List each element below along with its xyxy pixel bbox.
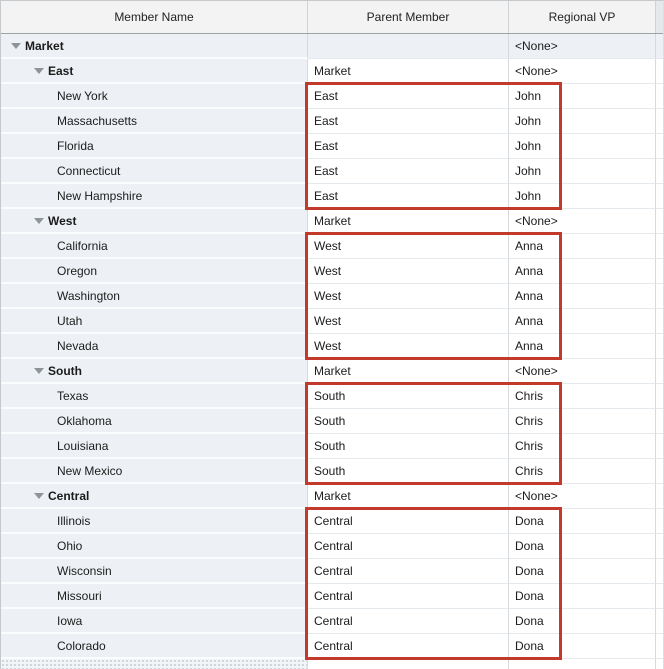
member-name-cell[interactable] <box>1 434 308 459</box>
regional-vp-cell[interactable]: Anna <box>509 284 656 309</box>
parent-member-cell[interactable]: Central <box>308 609 509 634</box>
parent-member-cell[interactable]: East <box>308 134 509 159</box>
member-name-label: Louisiana <box>57 438 109 453</box>
member-name-cell[interactable] <box>1 534 308 559</box>
regional-vp-cell[interactable]: John <box>509 84 656 109</box>
row-filler-cell <box>656 534 663 559</box>
member-name-label: Washington <box>57 288 120 303</box>
collapse-triangle-icon[interactable] <box>34 218 44 224</box>
regional-vp-cell[interactable]: John <box>509 134 656 159</box>
column-header-filler <box>656 1 663 33</box>
row-filler-cell <box>656 334 663 359</box>
table-row[interactable] <box>1 109 663 134</box>
collapse-triangle-icon[interactable] <box>11 43 21 49</box>
table-row[interactable] <box>1 59 663 84</box>
member-name-cell[interactable] <box>1 384 308 409</box>
row-filler-cell <box>656 609 663 634</box>
parent-member-cell[interactable]: West <box>308 309 509 334</box>
row-filler-cell <box>656 309 663 334</box>
member-name-label: East <box>48 63 74 78</box>
regional-vp-cell[interactable]: Anna <box>509 309 656 334</box>
member-name-cell[interactable] <box>1 584 308 609</box>
table-row[interactable] <box>1 209 663 234</box>
member-name-label: New York <box>57 88 108 103</box>
member-name-label: Oregon <box>57 263 98 278</box>
member-name-cell[interactable] <box>1 309 308 334</box>
member-name-label: New Hampshire <box>57 188 143 203</box>
parent-member-cell[interactable]: Market <box>308 59 509 84</box>
member-name-cell[interactable] <box>1 234 308 259</box>
member-name-label: Texas <box>57 388 89 403</box>
row-filler-cell <box>656 234 663 259</box>
regional-vp-cell[interactable]: Dona <box>509 584 656 609</box>
member-name-label: Oklahoma <box>57 413 112 428</box>
table-row[interactable] <box>1 409 663 434</box>
row-filler-cell <box>656 284 663 309</box>
parent-member-cell[interactable]: Market <box>308 209 509 234</box>
member-name-cell[interactable] <box>1 334 308 359</box>
table-row[interactable] <box>1 634 663 659</box>
table-row[interactable] <box>1 259 663 284</box>
table-row[interactable] <box>1 234 663 259</box>
row-filler-cell <box>656 484 663 509</box>
table-row[interactable] <box>1 559 663 584</box>
row-filler-cell <box>656 209 663 234</box>
table-row[interactable] <box>1 134 663 159</box>
member-name-cell[interactable] <box>1 559 308 584</box>
parent-member-cell[interactable]: South <box>308 459 509 484</box>
parent-member-cell[interactable]: Central <box>308 584 509 609</box>
row-filler-cell <box>656 84 663 109</box>
row-filler-cell <box>656 459 663 484</box>
member-name-cell[interactable] <box>1 209 308 234</box>
table-row[interactable] <box>1 334 663 359</box>
regional-vp-cell[interactable]: Dona <box>509 609 656 634</box>
member-name-cell[interactable] <box>1 59 308 84</box>
member-name-label: South <box>48 363 82 378</box>
regional-vp-cell[interactable]: John <box>509 159 656 184</box>
member-name-cell[interactable] <box>1 109 308 134</box>
row-filler-cell <box>656 634 663 659</box>
member-name-cell[interactable] <box>1 34 308 59</box>
row-filler-cell <box>656 559 663 584</box>
member-name-cell[interactable] <box>1 184 308 209</box>
table-row[interactable] <box>1 484 663 509</box>
parent-member-cell[interactable]: East <box>308 84 509 109</box>
row-filler-cell <box>656 159 663 184</box>
parent-member-cell[interactable]: West <box>308 334 509 359</box>
row-filler-cell <box>656 59 663 84</box>
regional-vp-cell[interactable]: Dona <box>509 559 656 584</box>
table-row[interactable] <box>1 34 663 59</box>
table-row[interactable] <box>1 509 663 534</box>
table-row[interactable] <box>1 609 663 634</box>
parent-member-cell[interactable]: East <box>308 159 509 184</box>
parent-member-cell[interactable] <box>308 34 509 59</box>
row-filler-cell <box>656 584 663 609</box>
member-name-label: Central <box>48 488 90 503</box>
member-name-label: Missouri <box>57 588 102 603</box>
row-filler-cell <box>656 359 663 384</box>
parent-member-cell[interactable]: West <box>308 284 509 309</box>
table-row[interactable] <box>1 534 663 559</box>
member-name-label: California <box>57 238 108 253</box>
regional-vp-cell[interactable]: Anna <box>509 234 656 259</box>
table-row[interactable] <box>1 359 663 384</box>
regional-vp-cell[interactable]: Chris <box>509 409 656 434</box>
table-row[interactable] <box>1 459 663 484</box>
member-name-cell[interactable] <box>1 459 308 484</box>
collapse-triangle-icon[interactable] <box>34 493 44 499</box>
member-name-cell[interactable] <box>1 409 308 434</box>
row-filler-cell <box>656 434 663 459</box>
regional-vp-cell[interactable]: <None> <box>509 359 656 384</box>
member-name-label: Utah <box>57 313 83 328</box>
table-row[interactable] <box>1 309 663 334</box>
parent-member-cell[interactable]: East <box>308 109 509 134</box>
row-filler-cell <box>656 134 663 159</box>
regional-vp-cell[interactable]: Chris <box>509 459 656 484</box>
new-member-row-strip <box>1 659 663 669</box>
member-name-label: Ohio <box>57 538 83 553</box>
new-row-filler-cell <box>656 659 663 669</box>
table-row[interactable] <box>1 434 663 459</box>
regional-vp-cell[interactable]: <None> <box>509 209 656 234</box>
row-filler-cell <box>656 109 663 134</box>
regional-vp-cell[interactable]: Chris <box>509 434 656 459</box>
parent-member-cell[interactable]: Central <box>308 509 509 534</box>
regional-vp-cell[interactable]: Dona <box>509 634 656 659</box>
parent-member-cell[interactable]: Market <box>308 484 509 509</box>
parent-member-cell[interactable]: South <box>308 409 509 434</box>
table-row[interactable] <box>1 584 663 609</box>
member-name-label: New Mexico <box>57 463 123 478</box>
member-name-cell[interactable] <box>1 634 308 659</box>
row-filler-cell <box>656 34 663 59</box>
member-name-cell[interactable] <box>1 509 308 534</box>
member-name-label: Market <box>25 38 64 53</box>
regional-vp-cell[interactable]: Dona <box>509 534 656 559</box>
regional-vp-cell[interactable]: <None> <box>509 34 656 59</box>
member-name-label: Florida <box>57 138 94 153</box>
member-name-label: Nevada <box>57 338 99 353</box>
collapse-triangle-icon[interactable] <box>34 368 44 374</box>
table-row[interactable] <box>1 184 663 209</box>
row-filler-cell <box>656 184 663 209</box>
regional-vp-cell[interactable]: Anna <box>509 334 656 359</box>
member-name-label: Colorado <box>57 638 106 653</box>
member-name-label: Connecticut <box>57 163 121 178</box>
row-filler-cell <box>656 409 663 434</box>
parent-member-cell[interactable]: South <box>308 434 509 459</box>
table-row[interactable] <box>1 384 663 409</box>
table-row[interactable] <box>1 159 663 184</box>
member-name-cell[interactable] <box>1 159 308 184</box>
parent-member-cell[interactable]: East <box>308 184 509 209</box>
row-filler-cell <box>656 509 663 534</box>
member-name-cell[interactable] <box>1 609 308 634</box>
member-name-label: West <box>48 213 77 228</box>
regional-vp-cell[interactable]: <None> <box>509 59 656 84</box>
new-parent-member-cell <box>308 659 509 669</box>
member-name-cell[interactable] <box>1 359 308 384</box>
column-header-member-name[interactable]: Member Name <box>1 1 308 33</box>
member-name-cell[interactable] <box>1 134 308 159</box>
regional-vp-cell[interactable]: John <box>509 109 656 134</box>
member-name-cell[interactable] <box>1 84 308 109</box>
parent-member-cell[interactable]: Central <box>308 534 509 559</box>
table-row[interactable] <box>1 284 663 309</box>
member-name-cell[interactable] <box>1 284 308 309</box>
member-name-label: Illinois <box>57 513 91 528</box>
member-name-cell[interactable] <box>1 484 308 509</box>
row-filler-cell <box>656 259 663 284</box>
parent-member-cell[interactable]: West <box>308 259 509 284</box>
collapse-triangle-icon[interactable] <box>34 68 44 74</box>
member-name-label: Massachusetts <box>57 113 138 128</box>
parent-member-cell[interactable]: West <box>308 234 509 259</box>
member-name-cell[interactable] <box>1 259 308 284</box>
column-header-parent-member[interactable]: Parent Member <box>308 1 509 33</box>
parent-member-cell[interactable]: Central <box>308 559 509 584</box>
member-name-label: Wisconsin <box>57 563 112 578</box>
parent-member-cell[interactable]: South <box>308 384 509 409</box>
row-filler-cell <box>656 384 663 409</box>
new-member-name-cell <box>1 659 308 669</box>
regional-vp-cell[interactable]: <None> <box>509 484 656 509</box>
parent-member-cell[interactable]: Central <box>308 634 509 659</box>
regional-vp-cell[interactable]: Dona <box>509 509 656 534</box>
regional-vp-cell[interactable]: John <box>509 184 656 209</box>
new-regional-vp-cell <box>509 659 656 669</box>
grid-body <box>1 34 663 659</box>
table-row[interactable] <box>1 84 663 109</box>
grid-header <box>1 1 663 34</box>
regional-vp-cell[interactable]: Anna <box>509 259 656 284</box>
column-header-regional-vp[interactable]: Regional VP <box>509 1 656 33</box>
member-name-label: Iowa <box>57 613 83 628</box>
regional-vp-cell[interactable]: Chris <box>509 384 656 409</box>
parent-member-cell[interactable]: Market <box>308 359 509 384</box>
